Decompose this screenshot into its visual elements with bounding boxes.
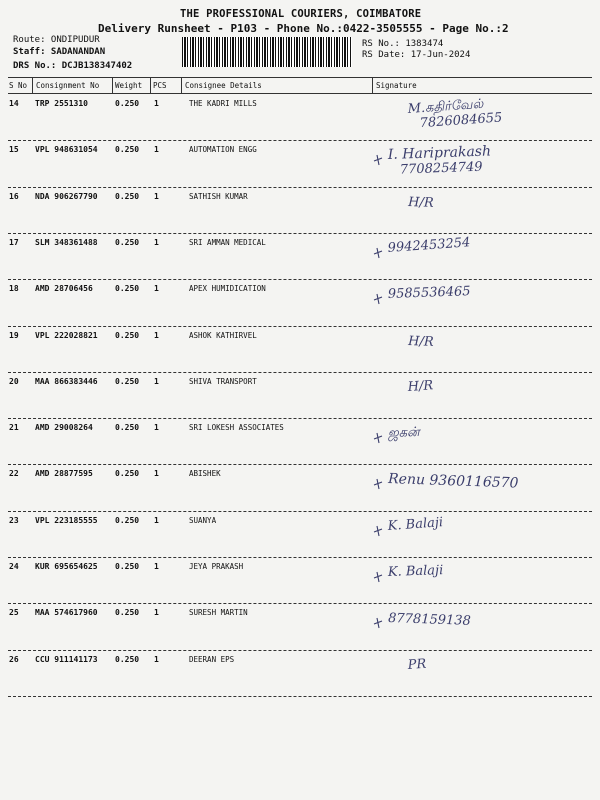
consignee-name: APEX HUMIDICATION [189,284,266,294]
consignment-number: AMD 28706456 [35,284,93,294]
signature-text: K. Balaji [387,514,444,534]
weight-value: 0.250 [115,284,140,294]
column-header-sno: S No [9,81,28,90]
signature-mark [374,479,382,489]
table-row [0,377,600,423]
consignment-number: MAA 574617960 [35,608,98,618]
signature-handwriting [360,463,596,511]
signature-mark [374,294,382,304]
signature-handwriting [360,649,596,697]
row-sno: 14 [9,99,19,108]
consignment-number: VPL 948631054 [35,145,98,155]
table-row [0,469,600,515]
consignment-number: SLM 348361488 [35,237,98,247]
pcs-value: 1 [154,237,159,247]
weight-value: 0.250 [115,376,140,386]
consignment-number: VPL 223185555 [35,515,98,525]
signature-handwriting [360,371,596,419]
pcs-value: 1 [154,99,159,108]
company-title: THE PROFESSIONAL COURIERS, COIMBATORE [180,8,422,20]
signature-handwriting [360,139,596,187]
row-sno: 23 [9,515,19,525]
weight-value: 0.250 [115,515,140,525]
row-divider [8,696,592,697]
consignment-number: NDA 906267790 [35,191,98,201]
consignee-name: THE KADRI MILLS [189,99,257,108]
column-divider [181,77,182,93]
signature-text: Renu 9360116570 [387,471,519,492]
consignment-number: TRP 2551310 [35,99,88,108]
column-header-consignment: Consignment No [36,81,100,90]
row-sno: 20 [9,376,19,386]
signature-text: M.கதிர்வேல் [407,96,484,117]
signature-text: 7826084655 [419,110,503,132]
row-sno: 15 [9,145,19,155]
rs-number: RS No.: 1383474 [362,39,444,49]
consignee-name: SRI AMMAN MEDICAL [189,237,266,247]
pcs-value: 1 [154,284,159,294]
row-sno: 19 [9,330,19,340]
table-row [0,284,600,330]
column-divider [112,77,113,93]
signature-mark [374,572,382,582]
row-sno: 18 [9,284,19,294]
signature-text: K. Balaji [387,563,444,580]
consignment-number: AMD 28877595 [35,469,93,479]
weight-value: 0.250 [115,608,140,618]
consignment-number: VPL 222028821 [35,330,98,340]
rs-date: RS Date: 17-Jun-2024 [362,50,471,60]
consignee-name: ABISHEK [189,469,221,479]
barcode [182,37,352,67]
staff-label: Staff: SADANANDAN [13,47,106,57]
consignee-name: ASHOK KATHIRVEL [189,330,257,340]
column-header-weight: Weight [115,81,143,90]
consignee-name: SRI LOKESH ASSOCIATES [189,423,284,433]
route-label: Route: ONDIPUDUR [13,35,100,45]
weight-value: 0.250 [115,99,140,108]
table-row [0,235,600,284]
row-sno: 22 [9,469,19,479]
row-sno: 17 [9,237,19,247]
signature-handwriting [360,278,596,326]
signature-handwriting [360,325,596,373]
signature-mark [374,155,382,165]
weight-value: 0.250 [115,654,140,664]
consignee-name: DEERAN EPS [189,654,235,664]
weight-value: 0.250 [115,145,140,155]
signature-handwriting [360,186,596,234]
pcs-value: 1 [154,562,159,571]
row-sno: 21 [9,423,19,433]
signature-text: 8778159138 [387,611,472,630]
pcs-value: 1 [154,515,159,525]
consignment-number: AMD 29008264 [35,423,93,433]
table-row [0,331,600,377]
row-sno: 25 [9,608,19,618]
column-header-pcs: PCS [153,81,167,90]
signature-text: 9942453254 [387,235,471,256]
signature-handwriting [360,93,596,141]
signature-mark [374,526,382,536]
signature-text: I. Hariprakash [387,143,492,164]
signature-mark [374,248,382,258]
signature-handwriting [360,417,596,465]
signature-handwriting [360,232,596,280]
weight-value: 0.250 [115,562,140,571]
column-header-consignee: Consignee Details [185,81,262,90]
weight-value: 0.250 [115,330,140,340]
pcs-value: 1 [154,145,159,155]
table-row [0,192,600,238]
signature-text: 9585536465 [387,284,471,303]
consignment-number: CCU 911141173 [35,654,98,664]
consignee-name: SATHISH KUMAR [189,191,248,201]
signature-text: PR [407,656,427,673]
consignment-number: MAA 866383446 [35,376,98,386]
signature-text: H/R [407,194,434,211]
pcs-value: 1 [154,608,159,618]
pcs-value: 1 [154,191,159,201]
signature-handwriting [360,510,596,558]
table-row [0,608,600,654]
weight-value: 0.250 [115,469,140,479]
runsheet-title: Delivery Runsheet - P103 - Phone No.:0422-3505555 - Page No.:2 [98,22,509,35]
weight-value: 0.250 [115,423,140,433]
weight-value: 0.250 [115,191,140,201]
pcs-value: 1 [154,423,159,433]
pcs-value: 1 [154,654,159,664]
row-sno: 16 [9,191,19,201]
consignee-name: AUTOMATION ENGG [189,145,257,155]
drs-number: DRS No.: DCJB138347402 [13,61,133,71]
pcs-value: 1 [154,330,159,340]
consignee-name: SUANYA [189,515,217,525]
pcs-value: 1 [154,469,159,479]
column-header-signature: Signature [376,81,417,90]
table-row [0,145,600,191]
table-top-rule [8,77,592,78]
consignment-number: KUR 695654625 [35,562,98,571]
row-sno: 26 [9,654,19,664]
table-row [0,96,600,145]
column-divider [372,77,373,93]
consignee-name: SURESH MARTIN [189,608,248,618]
column-divider [150,77,151,93]
signature-text: H/R [407,333,434,350]
signature-handwriting [360,602,596,650]
table-row [0,423,600,469]
table-row [0,655,600,701]
consignee-name: JEYA PRAKASH [189,562,244,571]
signature-handwriting [360,556,596,604]
pcs-value: 1 [154,376,159,386]
signature-mark [374,433,382,443]
row-sno: 24 [9,562,19,571]
signature-text: ஜகன் [387,424,420,442]
consignee-name: SHIVA TRANSPORT [189,376,257,386]
signature-text: 7708254749 [399,159,483,178]
weight-value: 0.250 [115,237,140,247]
signature-text: H/R [407,378,434,395]
table-row [0,562,600,608]
table-row [0,516,600,562]
column-divider [32,77,33,93]
signature-mark [374,618,382,628]
